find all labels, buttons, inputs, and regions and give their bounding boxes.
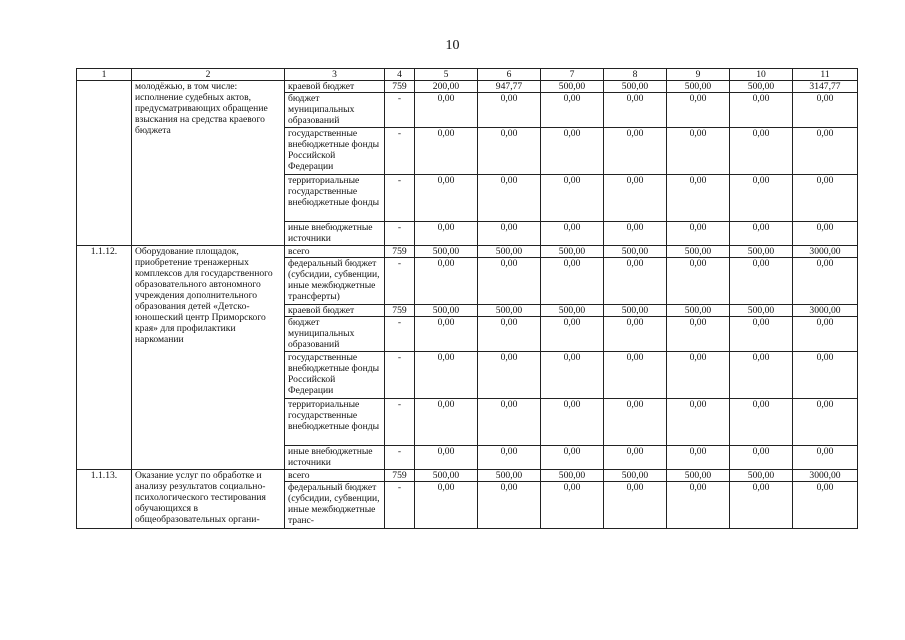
budget-code: - xyxy=(385,128,415,175)
amount-cell: 947,77 xyxy=(478,81,541,93)
page-number: 10 xyxy=(445,38,460,53)
amount-cell: 500,00 xyxy=(415,305,478,317)
amount-cell: 500,00 xyxy=(541,305,604,317)
amount-cell: 0,00 xyxy=(793,317,858,352)
amount-cell: 0,00 xyxy=(730,446,793,470)
amount-cell: 0,00 xyxy=(415,128,478,175)
amount-cell: 0,00 xyxy=(415,175,478,222)
amount-cell: 0,00 xyxy=(541,482,604,529)
amount-cell: 500,00 xyxy=(478,470,541,482)
amount-cell: 500,00 xyxy=(541,470,604,482)
amount-cell: 0,00 xyxy=(415,352,478,399)
amount-cell: 0,00 xyxy=(415,482,478,529)
amount-cell: 0,00 xyxy=(478,446,541,470)
amount-cell: 0,00 xyxy=(541,317,604,352)
amount-cell: 500,00 xyxy=(730,81,793,93)
budget-code: - xyxy=(385,175,415,222)
amount-cell: 0,00 xyxy=(604,175,667,222)
funding-source: территориальные государственные внебюджетные фонды xyxy=(285,175,385,222)
table-row xyxy=(77,470,858,482)
amount-cell: 500,00 xyxy=(730,305,793,317)
amount-cell: 0,00 xyxy=(415,317,478,352)
amount-cell: 0,00 xyxy=(415,93,478,128)
amount-cell: 0,00 xyxy=(604,93,667,128)
budget-code: - xyxy=(385,399,415,446)
amount-cell: 0,00 xyxy=(793,175,858,222)
item-number: 1.1.12. xyxy=(77,246,132,470)
budget-code: - xyxy=(385,258,415,305)
amount-cell: 500,00 xyxy=(415,470,478,482)
amount-cell: 0,00 xyxy=(415,222,478,246)
amount-cell: 200,00 xyxy=(415,81,478,93)
amount-cell: 0,00 xyxy=(730,482,793,529)
amount-cell: 0,00 xyxy=(793,128,858,175)
amount-cell: 0,00 xyxy=(793,222,858,246)
amount-cell: 0,00 xyxy=(730,399,793,446)
item-description: Оборудование площадок, приобретение тренажерных комплексов для государственного образовательного автономного учреждения дополнительного образования детей «Детско-юношеский центр Приморского края» для профилактики наркомании xyxy=(132,246,285,470)
amount-cell: 0,00 xyxy=(793,446,858,470)
amount-cell: 0,00 xyxy=(730,352,793,399)
amount-cell: 0,00 xyxy=(793,258,858,305)
amount-cell: 0,00 xyxy=(541,128,604,175)
amount-cell: 0,00 xyxy=(541,175,604,222)
funding-source: государственные внебюджетные фонды Российской Федерации xyxy=(285,128,385,175)
amount-cell: 0,00 xyxy=(793,93,858,128)
amount-cell: 0,00 xyxy=(730,222,793,246)
funding-source: территориальные государственные внебюджетные фонды xyxy=(285,399,385,446)
amount-cell: 0,00 xyxy=(604,399,667,446)
amount-cell: 500,00 xyxy=(667,305,730,317)
col-header: 8 xyxy=(604,69,667,81)
item-description: Оказание услуг по обработке и анализу результатов социально-психологического тестирования обучающихся в общеобразовательных органи- xyxy=(132,470,285,529)
amount-cell: 0,00 xyxy=(730,258,793,305)
col-header: 5 xyxy=(415,69,478,81)
funding-source: бюджет муниципальных образований xyxy=(285,93,385,128)
amount-cell: 0,00 xyxy=(604,446,667,470)
col-header: 11 xyxy=(793,69,858,81)
amount-cell: 500,00 xyxy=(415,246,478,258)
amount-cell: 0,00 xyxy=(730,128,793,175)
amount-cell: 0,00 xyxy=(793,482,858,529)
amount-cell: 0,00 xyxy=(667,352,730,399)
amount-cell: 3000,00 xyxy=(793,305,858,317)
amount-cell: 0,00 xyxy=(667,222,730,246)
amount-cell: 0,00 xyxy=(478,258,541,305)
budget-code: - xyxy=(385,317,415,352)
amount-cell: 500,00 xyxy=(604,246,667,258)
funding-source: краевой бюджет xyxy=(285,305,385,317)
funding-source: иные внебюджетные источники xyxy=(285,222,385,246)
amount-cell: 0,00 xyxy=(478,399,541,446)
amount-cell: 0,00 xyxy=(478,93,541,128)
col-header: 9 xyxy=(667,69,730,81)
amount-cell: 0,00 xyxy=(667,446,730,470)
item-description: молодёжью, в том числе: исполнение судебных актов, предусматривающих обращение взыскания на средства краевого бюджета xyxy=(132,81,285,246)
amount-cell: 0,00 xyxy=(541,222,604,246)
amount-cell: 0,00 xyxy=(730,93,793,128)
col-header: 7 xyxy=(541,69,604,81)
funding-source: иные внебюджетные источники xyxy=(285,446,385,470)
amount-cell: 0,00 xyxy=(541,446,604,470)
amount-cell: 3147,77 xyxy=(793,81,858,93)
amount-cell: 3000,00 xyxy=(793,470,858,482)
table-row xyxy=(77,246,858,258)
funding-source: краевой бюджет xyxy=(285,81,385,93)
amount-cell: 0,00 xyxy=(604,352,667,399)
budget-code: 759 xyxy=(385,305,415,317)
amount-cell: 3000,00 xyxy=(793,246,858,258)
funding-source: всего xyxy=(285,246,385,258)
header-row xyxy=(77,69,858,81)
amount-cell: 500,00 xyxy=(541,81,604,93)
amount-cell: 0,00 xyxy=(478,482,541,529)
amount-cell: 500,00 xyxy=(478,305,541,317)
funding-source: государственные внебюджетные фонды Российской Федерации xyxy=(285,352,385,399)
amount-cell: 0,00 xyxy=(604,258,667,305)
col-header: 2 xyxy=(132,69,285,81)
amount-cell: 500,00 xyxy=(604,81,667,93)
amount-cell: 0,00 xyxy=(667,317,730,352)
amount-cell: 500,00 xyxy=(667,246,730,258)
col-header: 1 xyxy=(77,69,132,81)
amount-cell: 0,00 xyxy=(478,222,541,246)
amount-cell: 0,00 xyxy=(667,128,730,175)
amount-cell: 0,00 xyxy=(604,128,667,175)
budget-code: - xyxy=(385,93,415,128)
amount-cell: 0,00 xyxy=(478,128,541,175)
amount-cell: 500,00 xyxy=(541,246,604,258)
budget-code: 759 xyxy=(385,470,415,482)
amount-cell: 0,00 xyxy=(415,399,478,446)
amount-cell: 0,00 xyxy=(604,222,667,246)
amount-cell: 0,00 xyxy=(667,482,730,529)
funding-source: федеральный бюджет (субсидии, субвенции, иные межбюджетные трансферты) xyxy=(285,258,385,305)
funding-source: бюджет муниципальных образований xyxy=(285,317,385,352)
amount-cell: 0,00 xyxy=(541,399,604,446)
budget-table xyxy=(76,68,858,529)
amount-cell: 500,00 xyxy=(730,246,793,258)
col-header: 6 xyxy=(478,69,541,81)
budget-code: - xyxy=(385,446,415,470)
item-number xyxy=(77,81,132,246)
amount-cell: 0,00 xyxy=(730,175,793,222)
col-header: 3 xyxy=(285,69,385,81)
funding-source: федеральный бюджет (субсидии, субвенции, иные межбюджетные транс- xyxy=(285,482,385,529)
item-number: 1.1.13. xyxy=(77,470,132,529)
amount-cell: 0,00 xyxy=(793,352,858,399)
table-row xyxy=(77,81,858,93)
col-header: 4 xyxy=(385,69,415,81)
amount-cell: 0,00 xyxy=(415,258,478,305)
amount-cell: 0,00 xyxy=(478,175,541,222)
amount-cell: 0,00 xyxy=(415,446,478,470)
amount-cell: 0,00 xyxy=(667,175,730,222)
amount-cell: 500,00 xyxy=(667,470,730,482)
budget-code: 759 xyxy=(385,246,415,258)
amount-cell: 0,00 xyxy=(541,258,604,305)
budget-code: - xyxy=(385,222,415,246)
amount-cell: 0,00 xyxy=(478,317,541,352)
amount-cell: 500,00 xyxy=(478,246,541,258)
funding-source: всего xyxy=(285,470,385,482)
amount-cell: 0,00 xyxy=(478,352,541,399)
amount-cell: 0,00 xyxy=(541,93,604,128)
amount-cell: 500,00 xyxy=(604,470,667,482)
amount-cell: 500,00 xyxy=(667,81,730,93)
amount-cell: 0,00 xyxy=(667,399,730,446)
amount-cell: 0,00 xyxy=(604,482,667,529)
amount-cell: 0,00 xyxy=(667,93,730,128)
amount-cell: 0,00 xyxy=(793,399,858,446)
budget-code: 759 xyxy=(385,81,415,93)
col-header: 10 xyxy=(730,69,793,81)
amount-cell: 0,00 xyxy=(604,317,667,352)
amount-cell: 500,00 xyxy=(604,305,667,317)
amount-cell: 0,00 xyxy=(541,352,604,399)
amount-cell: 0,00 xyxy=(667,258,730,305)
budget-code: - xyxy=(385,482,415,529)
budget-code: - xyxy=(385,352,415,399)
amount-cell: 0,00 xyxy=(730,317,793,352)
amount-cell: 500,00 xyxy=(730,470,793,482)
